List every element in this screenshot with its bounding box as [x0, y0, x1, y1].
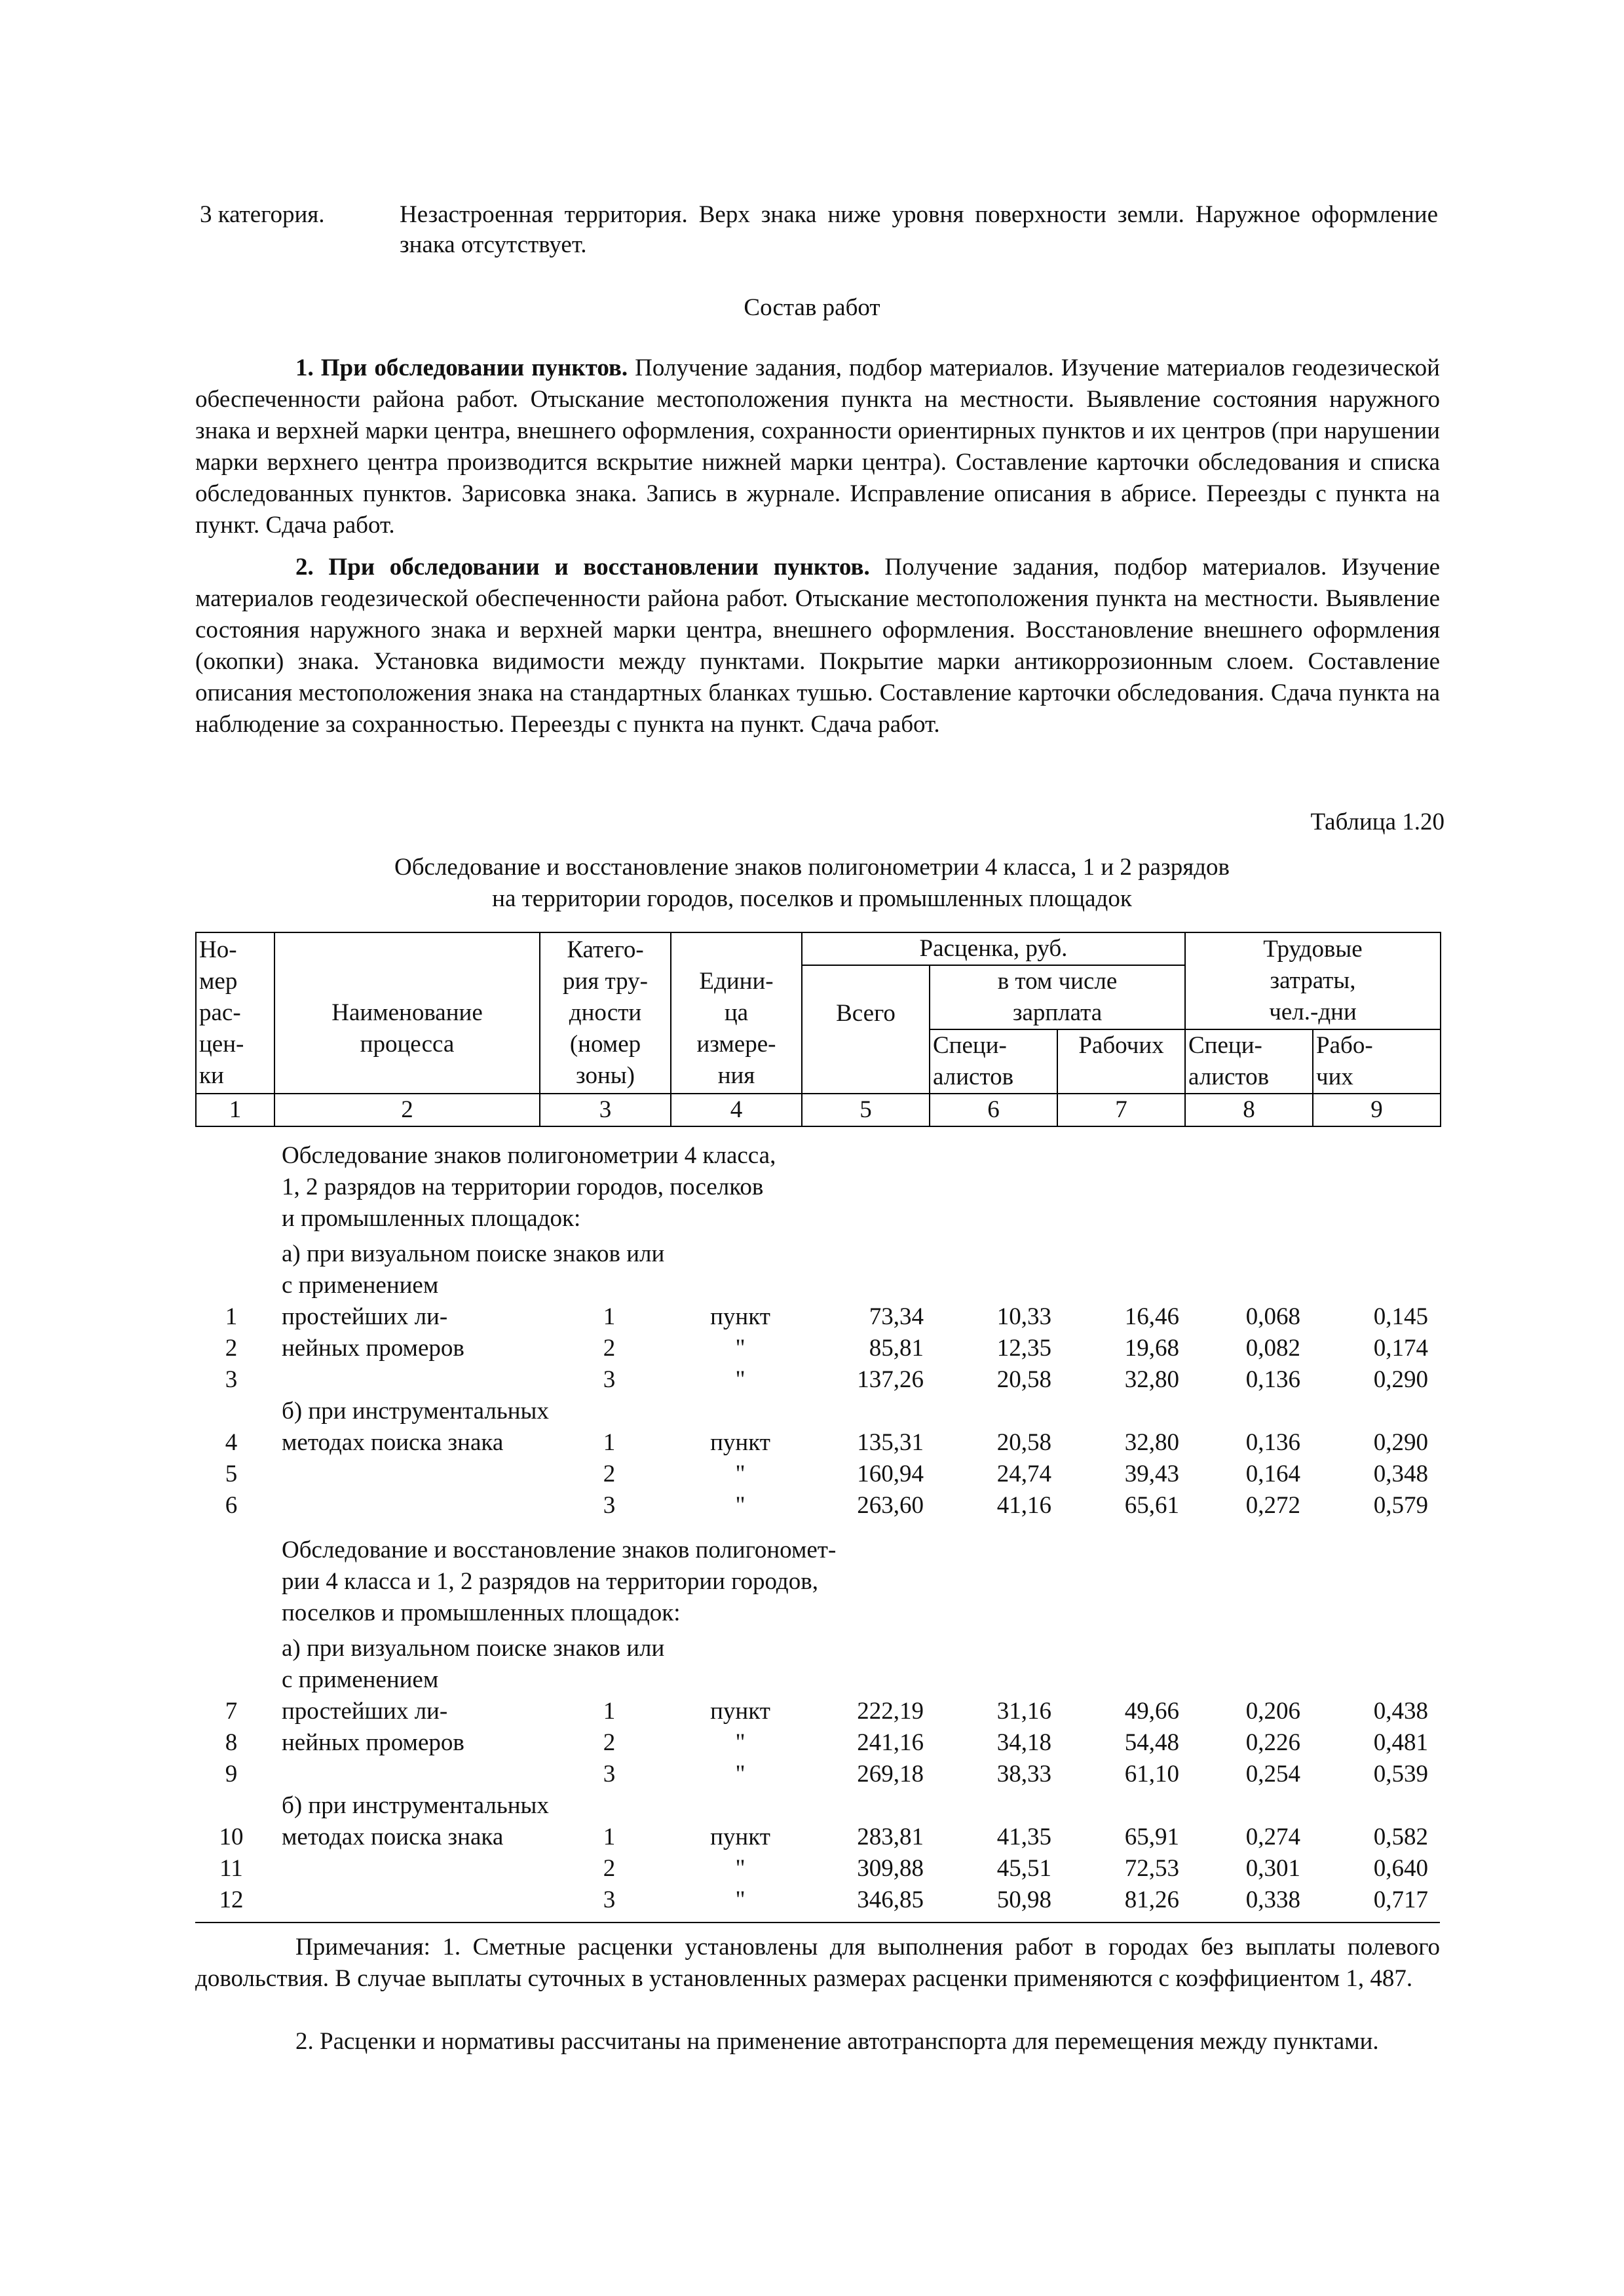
price-total: 346,85	[857, 1886, 924, 1913]
measurement-unit: "	[735, 1366, 746, 1393]
measurement-unit: "	[735, 1761, 746, 1788]
labor-workers: 0,145	[1373, 1303, 1428, 1330]
measurement-unit: "	[735, 1335, 746, 1362]
rate-number: 1	[225, 1303, 238, 1330]
header-text: Специ-	[933, 1032, 1007, 1059]
rate-number: 12	[219, 1886, 244, 1913]
labor-specialists: 0,338	[1245, 1886, 1300, 1913]
labor-workers: 0,717	[1373, 1886, 1428, 1913]
price-total: 160,94	[857, 1461, 924, 1487]
header-total	[802, 965, 930, 1094]
paragraph-inspection	[195, 353, 1440, 541]
rate-number: 7	[225, 1698, 238, 1725]
table-title	[0, 852, 1624, 915]
header-process-name	[274, 932, 540, 1094]
section-title-line: Обследование знаков полигонометрии 4 класса,	[282, 1142, 776, 1169]
section-title-line: поселков и промышленных площадок:	[282, 1599, 681, 1626]
difficulty-category: 2	[603, 1855, 616, 1882]
header-text: Специ-	[1188, 1032, 1262, 1059]
subsection-title-line: с применением	[282, 1666, 439, 1693]
salary-workers: 32,80	[1124, 1429, 1179, 1456]
section-title-line: Обследование и восстановление знаков полигономет-	[282, 1537, 837, 1563]
paragraph-inspection-title: 1. При обследовании пунктов.	[295, 354, 628, 381]
difficulty-category: 3	[603, 1366, 616, 1393]
header-text: чел.-дни	[1269, 999, 1357, 1025]
header-unit	[671, 932, 802, 1094]
process-name-line: простейших ли-	[282, 1303, 448, 1330]
difficulty-category: 2	[603, 1335, 616, 1362]
measurement-unit: "	[735, 1461, 746, 1487]
header-text: рас-	[199, 999, 241, 1026]
note-1: Примечания: 1. Сметные расценки установлены для выполнения работ в городах без выплаты полевого довольствия. В случае выплаты суточных в установленных размерах расценки применяются с коэффициентом 1, 487.	[195, 1934, 1440, 1992]
header-text: дности	[569, 999, 642, 1026]
salary-specialists: 50,98	[996, 1886, 1051, 1913]
header-labor-specialists	[1185, 1029, 1313, 1094]
process-name-line: нейных промеров	[282, 1729, 464, 1756]
price-total: 137,26	[857, 1366, 924, 1393]
header-including: в том числе	[930, 965, 1185, 997]
difficulty-category: 3	[603, 1492, 616, 1519]
work-composition-heading: Состав работ	[744, 294, 880, 321]
measurement-unit: пункт	[710, 1824, 770, 1850]
process-name-line: простейших ли-	[282, 1698, 448, 1725]
header-text: Катего-	[567, 936, 644, 963]
salary-specialists: 45,51	[996, 1855, 1051, 1882]
column-number: 8	[1185, 1094, 1313, 1126]
column-number: 7	[1057, 1094, 1185, 1126]
labor-workers: 0,539	[1373, 1761, 1428, 1788]
salary-workers: 16,46	[1124, 1303, 1179, 1330]
paragraph-inspection-text: Получение задания, подбор материалов. Изучение материалов геодезической обеспеченности района работ. Отыскание местоположения пункта на местности. Выявление состояния наружного знака и верхней марки центра, внешнего оформления, сохранности ориентирных пунктов и их центров (при нарушении марки верхнего центра производится вскрытие нижней марки центра). Составление карточки обследования и списка обследованных пунктов. Зарисовка знака. Запись в журнале. Исправление описания в абрисе. Переезды с пункта на пункт. Сдача работ.	[195, 354, 1440, 539]
labor-specialists: 0,206	[1245, 1698, 1300, 1725]
labor-specialists: 0,082	[1245, 1335, 1300, 1362]
column-number: 4	[671, 1094, 802, 1126]
header-workers	[1057, 1029, 1185, 1094]
header-text: алистов	[1188, 1063, 1270, 1090]
header-specialists	[930, 1029, 1057, 1094]
measurement-unit: "	[735, 1492, 746, 1519]
price-total: 85,81	[869, 1335, 924, 1362]
labor-workers: 0,582	[1373, 1824, 1428, 1850]
measurement-unit: пункт	[710, 1429, 770, 1456]
salary-specialists: 12,35	[996, 1335, 1051, 1362]
header-text: чих	[1316, 1063, 1353, 1090]
labor-workers: 0,640	[1373, 1855, 1428, 1882]
difficulty-category: 2	[603, 1729, 616, 1756]
rate-number: 6	[225, 1492, 238, 1519]
salary-workers: 19,68	[1124, 1335, 1179, 1362]
labor-specialists: 0,136	[1245, 1366, 1300, 1393]
table-title-line: на территории городов, поселков и промышленных площадок	[492, 885, 1132, 912]
difficulty-category: 1	[603, 1698, 616, 1725]
salary-specialists: 41,16	[996, 1492, 1051, 1519]
column-number: 1	[196, 1094, 274, 1126]
salary-specialists: 10,33	[996, 1303, 1051, 1330]
salary-specialists: 34,18	[996, 1729, 1051, 1756]
labor-specialists: 0,164	[1245, 1461, 1300, 1487]
difficulty-category: 3	[603, 1761, 616, 1788]
salary-workers: 81,26	[1124, 1886, 1179, 1913]
salary-specialists: 20,58	[996, 1429, 1051, 1456]
header-text: Наименование	[331, 999, 483, 1026]
difficulty-category: 1	[603, 1303, 616, 1330]
price-total: 283,81	[857, 1824, 924, 1850]
header-text: ки	[199, 1062, 224, 1089]
header-text: зоны)	[576, 1062, 635, 1089]
category-text: Незастроенная территория. Верх знака ниже уровня поверхности земли. Наружное оформление знака отсутствует.	[400, 201, 1438, 258]
column-number: 5	[802, 1094, 930, 1126]
column-number: 9	[1313, 1094, 1441, 1126]
price-total: 222,19	[857, 1698, 924, 1725]
labor-specialists: 0,272	[1245, 1492, 1300, 1519]
price-total: 309,88	[857, 1855, 924, 1882]
labor-specialists: 0,254	[1245, 1761, 1300, 1788]
header-text: ца	[724, 999, 749, 1026]
salary-workers: 65,61	[1124, 1492, 1179, 1519]
rate-number: 9	[225, 1761, 238, 1788]
labor-workers: 0,579	[1373, 1492, 1428, 1519]
price-total: 269,18	[857, 1761, 924, 1788]
header-price-group: Расценка, руб.	[802, 932, 1185, 965]
section-title-line: рии 4 класса и 1, 2 разрядов на территории городов,	[282, 1568, 818, 1595]
subsection-title-line: с применением	[282, 1272, 439, 1299]
table-header	[195, 932, 1441, 1127]
difficulty-category: 2	[603, 1461, 616, 1487]
salary-specialists: 31,16	[996, 1698, 1051, 1725]
price-total: 73,34	[869, 1303, 924, 1330]
process-name-line: методах поиска знака	[282, 1824, 504, 1850]
subsection-title-line: б) при инструментальных	[282, 1398, 549, 1425]
header-labor-group	[1185, 932, 1441, 1029]
subsection-title-line: а) при визуальном поиске знаков или	[282, 1240, 665, 1267]
header-salary: зарплата	[930, 997, 1185, 1029]
header-rate-number	[196, 932, 274, 1094]
section-title-line: 1, 2 разрядов на территории городов, поселков	[282, 1174, 764, 1200]
category-label: 3 категория.	[200, 201, 325, 228]
rate-number: 8	[225, 1729, 238, 1756]
labor-workers: 0,174	[1373, 1335, 1428, 1362]
header-text: Всего	[836, 1000, 896, 1027]
labor-workers: 0,481	[1373, 1729, 1428, 1756]
table-title-line: Обследование и восстановление знаков полигонометрии 4 класса, 1 и 2 разрядов	[394, 854, 1230, 881]
header-text: процесса	[360, 1031, 455, 1058]
header-text: (номер	[569, 1031, 641, 1058]
note-2: 2. Расценки и нормативы рассчитаны на применение автотранспорта для перемещения между пунктами.	[295, 2028, 1379, 2055]
paragraph-restoration-title: 2. При обследовании и восстановлении пунктов.	[295, 554, 870, 581]
header-text: Рабочих	[1078, 1032, 1164, 1059]
rate-number: 2	[225, 1335, 238, 1362]
header-text: мер	[199, 968, 238, 995]
salary-workers: 39,43	[1124, 1461, 1179, 1487]
price-total: 263,60	[857, 1492, 924, 1519]
header-column-numbers	[196, 1094, 1441, 1126]
header-text: измере-	[696, 1031, 776, 1058]
paragraph-restoration-text: Получение задания, подбор материалов. Изучение материалов геодезической обеспеченности района работ. Отыскание местоположения пункта на местности. Выявление состояния наружного знака и верхней марки центра, внешнего оформления. Восстановление внешнего оформления (окопки) знака. Установка видимости между пунктами. Покрытие марки антикоррозионным слоем. Составление описания местоположения знака на стандартных бланках тушью. Составление карточки обследования. Сдача пункта на наблюдение за сохранностью. Переезды с пункта на пункт. Сдача работ.	[195, 554, 1440, 738]
process-name-line: методах поиска знака	[282, 1429, 504, 1456]
labor-specialists: 0,274	[1245, 1824, 1300, 1850]
header-text: затраты,	[1270, 967, 1356, 994]
table-number: Таблица 1.20	[1310, 809, 1445, 835]
header-labor-workers	[1313, 1029, 1441, 1094]
salary-workers: 49,66	[1124, 1698, 1179, 1725]
measurement-unit: пункт	[710, 1698, 770, 1725]
salary-specialists: 38,33	[996, 1761, 1051, 1788]
labor-specialists: 0,068	[1245, 1303, 1300, 1330]
subsection-title-line: б) при инструментальных	[282, 1792, 549, 1819]
rate-number: 10	[219, 1824, 244, 1850]
header-difficulty-category	[540, 932, 671, 1094]
column-number: 2	[274, 1094, 540, 1126]
header-text: рия тру-	[562, 968, 649, 995]
labor-specialists: 0,136	[1245, 1429, 1300, 1456]
paragraph-restoration	[195, 552, 1440, 740]
column-number: 3	[540, 1094, 671, 1126]
salary-specialists: 24,74	[996, 1461, 1051, 1487]
difficulty-category: 1	[603, 1824, 616, 1850]
subsection-title-line: а) при визуальном поиске знаков или	[282, 1635, 665, 1662]
difficulty-category: 3	[603, 1886, 616, 1913]
difficulty-category: 1	[603, 1429, 616, 1456]
header-text: цен-	[199, 1031, 244, 1058]
header-text: алистов	[933, 1063, 1014, 1090]
table-bottom-rule	[195, 1922, 1440, 1923]
rate-number: 11	[219, 1855, 243, 1882]
rate-number: 3	[225, 1366, 238, 1393]
salary-workers: 61,10	[1124, 1761, 1179, 1788]
column-number: 6	[930, 1094, 1057, 1126]
salary-specialists: 20,58	[996, 1366, 1051, 1393]
labor-workers: 0,438	[1373, 1698, 1428, 1725]
header-text: Рабо-	[1316, 1032, 1373, 1059]
salary-specialists: 41,35	[996, 1824, 1051, 1850]
labor-workers: 0,290	[1373, 1429, 1428, 1456]
header-text: Трудовые	[1263, 936, 1363, 963]
labor-workers: 0,348	[1373, 1461, 1428, 1487]
measurement-unit: "	[735, 1886, 746, 1913]
measurement-unit: пункт	[710, 1303, 770, 1330]
price-total: 241,16	[857, 1729, 924, 1756]
salary-workers: 32,80	[1124, 1366, 1179, 1393]
price-total: 135,31	[857, 1429, 924, 1456]
rate-number: 5	[225, 1461, 238, 1487]
labor-specialists: 0,226	[1245, 1729, 1300, 1756]
rate-number: 4	[225, 1429, 238, 1456]
labor-specialists: 0,301	[1245, 1855, 1300, 1882]
measurement-unit: "	[735, 1855, 746, 1882]
labor-workers: 0,290	[1373, 1366, 1428, 1393]
header-text: Но-	[199, 936, 237, 963]
process-name-line: нейных промеров	[282, 1335, 464, 1362]
section-title-line: и промышленных площадок:	[282, 1205, 581, 1232]
measurement-unit: "	[735, 1729, 746, 1756]
salary-workers: 65,91	[1124, 1824, 1179, 1850]
header-text: ния	[717, 1062, 755, 1089]
salary-workers: 72,53	[1124, 1855, 1179, 1882]
salary-workers: 54,48	[1124, 1729, 1179, 1756]
header-text: Едини-	[699, 968, 774, 995]
